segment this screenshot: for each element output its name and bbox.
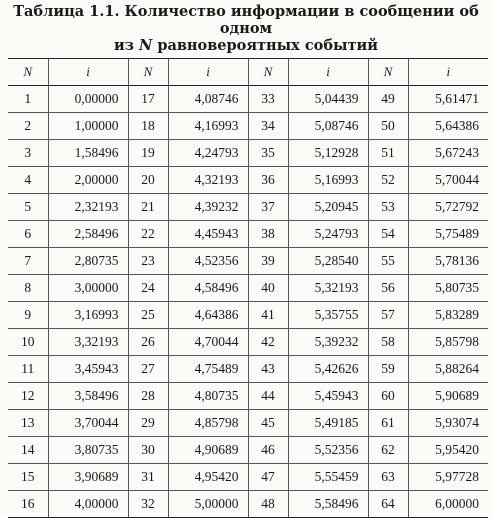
table-row — [8, 113, 488, 140]
cell-n-value: 23 — [128, 248, 168, 275]
table-row — [8, 86, 488, 113]
cell-n-value: 7 — [8, 248, 48, 275]
cell-i-value: 5,67243 — [408, 140, 488, 167]
cell-n-value: 32 — [128, 491, 168, 518]
cell-n-value: 37 — [248, 194, 288, 221]
cell-i-value: 5,72792 — [408, 194, 488, 221]
cell-i-value: 5,88264 — [408, 356, 488, 383]
cell-i-value: 5,90689 — [408, 383, 488, 410]
cell-n-value: 38 — [248, 221, 288, 248]
cell-i-value: 6,00000 — [408, 491, 488, 518]
cell-n-value: 17 — [128, 86, 168, 113]
caption-line-1: Таблица 1.1. Количество информации в сообщении об одном — [13, 3, 479, 37]
cell-i-value: 4,00000 — [48, 491, 128, 518]
cell-n-value: 1 — [8, 86, 48, 113]
cell-n-value: 15 — [8, 464, 48, 491]
table-row — [8, 275, 488, 302]
cell-n-value: 26 — [128, 329, 168, 356]
cell-n-value: 63 — [368, 464, 408, 491]
cell-n-value: 62 — [368, 437, 408, 464]
column-header-i: i — [288, 59, 368, 86]
cell-i-value: 3,70044 — [48, 410, 128, 437]
cell-i-value: 5,35755 — [288, 302, 368, 329]
cell-n-value: 29 — [128, 410, 168, 437]
cell-n-value: 10 — [8, 329, 48, 356]
cell-i-value: 2,58496 — [48, 221, 128, 248]
cell-i-value: 2,00000 — [48, 167, 128, 194]
cell-i-value: 5,49185 — [288, 410, 368, 437]
cell-i-value: 5,75489 — [408, 221, 488, 248]
cell-i-value: 5,61471 — [408, 86, 488, 113]
cell-i-value: 4,64386 — [168, 302, 248, 329]
cell-i-value: 5,12928 — [288, 140, 368, 167]
column-header-n: N — [368, 59, 408, 86]
cell-i-value: 5,95420 — [408, 437, 488, 464]
cell-i-value: 4,75489 — [168, 356, 248, 383]
cell-n-value: 49 — [368, 86, 408, 113]
cell-i-value: 5,04439 — [288, 86, 368, 113]
table-caption — [6, 3, 486, 54]
cell-i-value: 5,78136 — [408, 248, 488, 275]
cell-n-value: 40 — [248, 275, 288, 302]
cell-n-value: 50 — [368, 113, 408, 140]
table-row — [8, 140, 488, 167]
cell-n-value: 14 — [8, 437, 48, 464]
cell-i-value: 5,97728 — [408, 464, 488, 491]
column-header-n: N — [248, 59, 288, 86]
caption-line-2 — [6, 37, 486, 54]
cell-n-value: 45 — [248, 410, 288, 437]
table-row — [8, 410, 488, 437]
cell-i-value: 5,83289 — [408, 302, 488, 329]
table-row — [8, 356, 488, 383]
cell-i-value: 3,32193 — [48, 329, 128, 356]
cell-n-value: 16 — [8, 491, 48, 518]
cell-i-value: 5,70044 — [408, 167, 488, 194]
table-row — [8, 329, 488, 356]
cell-i-value: 0,00000 — [48, 86, 128, 113]
caption-line-2-prefix: из — [113, 37, 139, 54]
cell-n-value: 47 — [248, 464, 288, 491]
cell-i-value: 5,28540 — [288, 248, 368, 275]
cell-n-value: 25 — [128, 302, 168, 329]
table-row — [8, 248, 488, 275]
table-row — [8, 464, 488, 491]
cell-i-value: 3,16993 — [48, 302, 128, 329]
cell-i-value: 4,39232 — [168, 194, 248, 221]
cell-i-value: 2,80735 — [48, 248, 128, 275]
cell-i-value: 1,00000 — [48, 113, 128, 140]
cell-n-value: 28 — [128, 383, 168, 410]
cell-i-value: 5,20945 — [288, 194, 368, 221]
table-row — [8, 302, 488, 329]
table-row — [8, 383, 488, 410]
cell-n-value: 33 — [248, 86, 288, 113]
cell-n-value: 34 — [248, 113, 288, 140]
caption-line-2-suffix: равновероятных событий — [152, 37, 379, 54]
cell-n-value: 59 — [368, 356, 408, 383]
cell-i-value: 4,58496 — [168, 275, 248, 302]
cell-n-value: 44 — [248, 383, 288, 410]
column-header-i: i — [408, 59, 488, 86]
cell-i-value: 3,58496 — [48, 383, 128, 410]
cell-n-value: 2 — [8, 113, 48, 140]
column-header-i: i — [168, 59, 248, 86]
cell-i-value: 4,16993 — [168, 113, 248, 140]
column-header-i: i — [48, 59, 128, 86]
cell-i-value: 3,90689 — [48, 464, 128, 491]
cell-i-value: 4,32193 — [168, 167, 248, 194]
cell-n-value: 3 — [8, 140, 48, 167]
cell-n-value: 19 — [128, 140, 168, 167]
cell-n-value: 58 — [368, 329, 408, 356]
cell-n-value: 36 — [248, 167, 288, 194]
cell-n-value: 48 — [248, 491, 288, 518]
column-header-n: N — [8, 59, 48, 86]
cell-i-value: 2,32193 — [48, 194, 128, 221]
cell-i-value: 4,70044 — [168, 329, 248, 356]
cell-i-value: 4,08746 — [168, 86, 248, 113]
cell-n-value: 60 — [368, 383, 408, 410]
cell-n-value: 30 — [128, 437, 168, 464]
cell-n-value: 57 — [368, 302, 408, 329]
cell-n-value: 46 — [248, 437, 288, 464]
cell-n-value: 56 — [368, 275, 408, 302]
cell-n-value: 20 — [128, 167, 168, 194]
cell-i-value: 5,58496 — [288, 491, 368, 518]
cell-n-value: 31 — [128, 464, 168, 491]
table-row — [8, 167, 488, 194]
cell-n-value: 41 — [248, 302, 288, 329]
cell-i-value: 4,90689 — [168, 437, 248, 464]
cell-i-value: 5,85798 — [408, 329, 488, 356]
cell-n-value: 13 — [8, 410, 48, 437]
cell-n-value: 24 — [128, 275, 168, 302]
cell-n-value: 27 — [128, 356, 168, 383]
column-header-n: N — [128, 59, 168, 86]
cell-i-value: 5,00000 — [168, 491, 248, 518]
cell-i-value: 5,52356 — [288, 437, 368, 464]
caption-variable-n: N — [139, 37, 153, 54]
cell-i-value: 3,00000 — [48, 275, 128, 302]
cell-i-value: 5,08746 — [288, 113, 368, 140]
cell-i-value: 5,32193 — [288, 275, 368, 302]
table-body — [8, 86, 488, 518]
cell-i-value: 3,80735 — [48, 437, 128, 464]
cell-n-value: 53 — [368, 194, 408, 221]
cell-i-value: 5,64386 — [408, 113, 488, 140]
table-row — [8, 194, 488, 221]
cell-n-value: 21 — [128, 194, 168, 221]
cell-n-value: 39 — [248, 248, 288, 275]
cell-i-value: 5,16993 — [288, 167, 368, 194]
table-row — [8, 221, 488, 248]
cell-i-value: 5,45943 — [288, 383, 368, 410]
cell-n-value: 22 — [128, 221, 168, 248]
cell-n-value: 5 — [8, 194, 48, 221]
cell-n-value: 18 — [128, 113, 168, 140]
cell-n-value: 9 — [8, 302, 48, 329]
cell-i-value: 4,95420 — [168, 464, 248, 491]
header-row — [8, 59, 488, 86]
cell-n-value: 43 — [248, 356, 288, 383]
cell-n-value: 51 — [368, 140, 408, 167]
cell-i-value: 3,45943 — [48, 356, 128, 383]
cell-n-value: 4 — [8, 167, 48, 194]
cell-i-value: 4,24793 — [168, 140, 248, 167]
cell-i-value: 5,24793 — [288, 221, 368, 248]
cell-n-value: 8 — [8, 275, 48, 302]
cell-n-value: 55 — [368, 248, 408, 275]
cell-i-value: 5,80735 — [408, 275, 488, 302]
cell-i-value: 5,93074 — [408, 410, 488, 437]
cell-i-value: 4,52356 — [168, 248, 248, 275]
table-row — [8, 491, 488, 518]
cell-i-value: 4,85798 — [168, 410, 248, 437]
information-table — [8, 58, 488, 518]
cell-n-value: 54 — [368, 221, 408, 248]
cell-n-value: 6 — [8, 221, 48, 248]
cell-n-value: 11 — [8, 356, 48, 383]
cell-i-value: 4,45943 — [168, 221, 248, 248]
cell-n-value: 52 — [368, 167, 408, 194]
cell-i-value: 5,42626 — [288, 356, 368, 383]
cell-i-value: 1,58496 — [48, 140, 128, 167]
cell-i-value: 5,55459 — [288, 464, 368, 491]
cell-n-value: 64 — [368, 491, 408, 518]
cell-n-value: 61 — [368, 410, 408, 437]
table-row — [8, 437, 488, 464]
cell-n-value: 12 — [8, 383, 48, 410]
cell-i-value: 4,80735 — [168, 383, 248, 410]
cell-i-value: 5,39232 — [288, 329, 368, 356]
cell-n-value: 35 — [248, 140, 288, 167]
cell-n-value: 42 — [248, 329, 288, 356]
